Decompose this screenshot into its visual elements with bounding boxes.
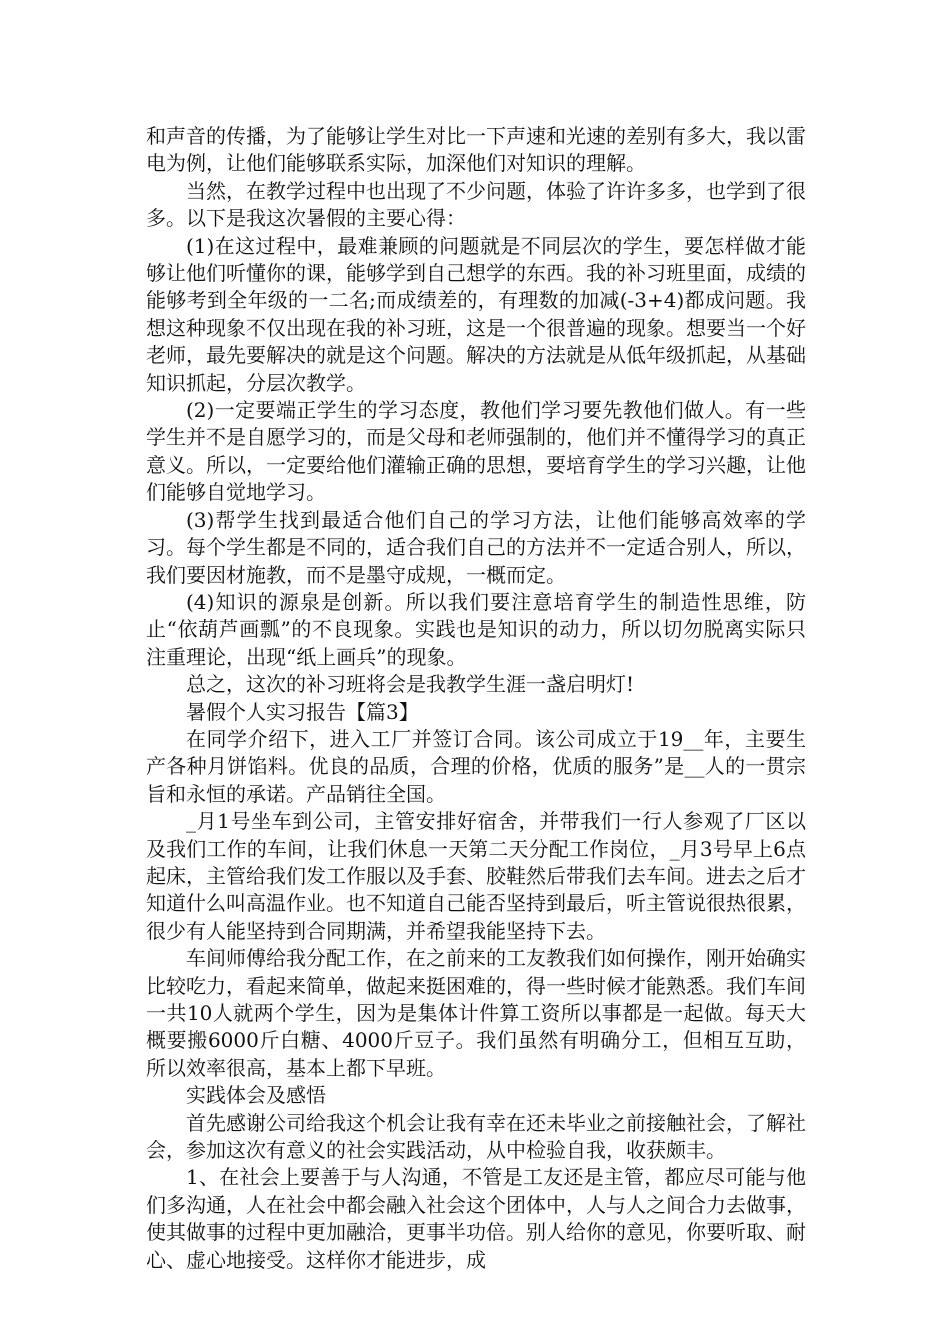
paragraph-10: _月1号坐车到公司，主管安排好宿舍，并带我们一行人参观了厂区以及我们工作的车间，让我们休息一天第二天分配工作岗位，_月3号早上6点起床，主管给我们发工作服以及手套、胶鞋然后带我们去车间。进去之后才知道什么叫高温作业。也不知道自己能否坚持到最后，听主管说很热很累，很少有人能坚持到合同期满，并希望我能坚持下去。	[146, 809, 806, 943]
paragraph-11: 车间师傅给我分配工作，在之前来的工友教我们如何操作，刚开始确实比较吃力，看起来简单，做起来挺困难的，得一些时候才能熟悉。我们车间一共10人就两个学生，因为是集体计件算工资所以事都是一起做。每天大概要搬6000斤白糖、4000斤豆子。我们虽然有明确分工，但相互互助，所以效率很高，基本上都下早班。	[146, 946, 806, 1080]
section-heading-report-3: 暑假个人实习报告【篇3】	[186, 699, 419, 724]
paragraph-4: (2)一定要端正学生的学习态度，教他们学习要先教他们做人。有一些学生并不是自愿学习的，而是父母和老师强制的，他们并不懂得学习的真正意义。所以，一定要给他们灌输正确的思想，要培育学生的学习兴趣，让他们能够自觉地学习。	[146, 398, 806, 505]
document-body	[146, 123, 806, 1274]
paragraph-14: 1、在社会上要善于与人沟通，不管是工友还是主管，都应尽可能与他们多沟通，人在社会中都会融入社会这个团体中，人与人之间合力去做事，使其做事的过程中更加融洽，更事半功倍。别人给你的意见，你要听取、耐心、虚心地接受。这样你才能进步，成	[146, 1165, 806, 1272]
paragraph-9: 在同学介绍下，进入工厂并签订合同。该公司成立于19__年，主要生产各种月饼馅料。优良的品质，合理的价格，优质的服务”是__人的一贯宗旨和永恒的承诺。产品销往全国。	[146, 726, 806, 806]
section-heading-reflection: 实践体会及感悟	[186, 1083, 326, 1108]
paragraph-6: (4)知识的源泉是创新。所以我们要注意培育学生的制造性思维，防止“依葫芦画瓢”的不良现象。实践也是知识的动力，所以切勿脱离实际只注重理论，出现“纸上画兵”的现象。	[146, 589, 806, 669]
paragraph-3: (1)在这过程中，最难兼顾的问题就是不同层次的学生，要怎样做才能够让他们听懂你的课，能够学到自己想学的东西。我的补习班里面，成绩的能够考到全年级的一二名;而成绩差的，有理数的加减(-3+4)都成问题。我想这种现象不仅出现在我的补习班，这是一个很普遍的现象。想要当一个好老师，最先要解决的就是这个问题。解决的方法就是从低年级抓起，从基础知识抓起，分层次教学。	[146, 233, 806, 395]
paragraph-13: 首先感谢公司给我这个机会让我有幸在还未毕业之前接触社会，了解社会，参加这次有意义的社会实践活动，从中检验自我，收获颇丰。	[146, 1110, 806, 1163]
paragraph-5: (3)帮学生找到最适合他们自己的学习方法，让他们能够高效率的学习。每个学生都是不同的，适合我们自己的方法并不一定适合别人，所以，我们要因材施教，而不是墨守成规，一概而定。	[146, 507, 806, 587]
paragraph-7: 总之，这次的补习班将会是我教学生涯一盏启明灯!	[186, 672, 635, 697]
paragraph-1: 和声音的传播，为了能够让学生对比一下声速和光速的差别有多大，我以雷电为例，让他们能够联系实际，加深他们对知识的理解。	[146, 124, 806, 176]
paragraph-2: 当然，在教学过程中也出现了不少问题，体验了许许多多，也学到了很多。以下是我这次暑假的主要心得：	[146, 178, 806, 231]
